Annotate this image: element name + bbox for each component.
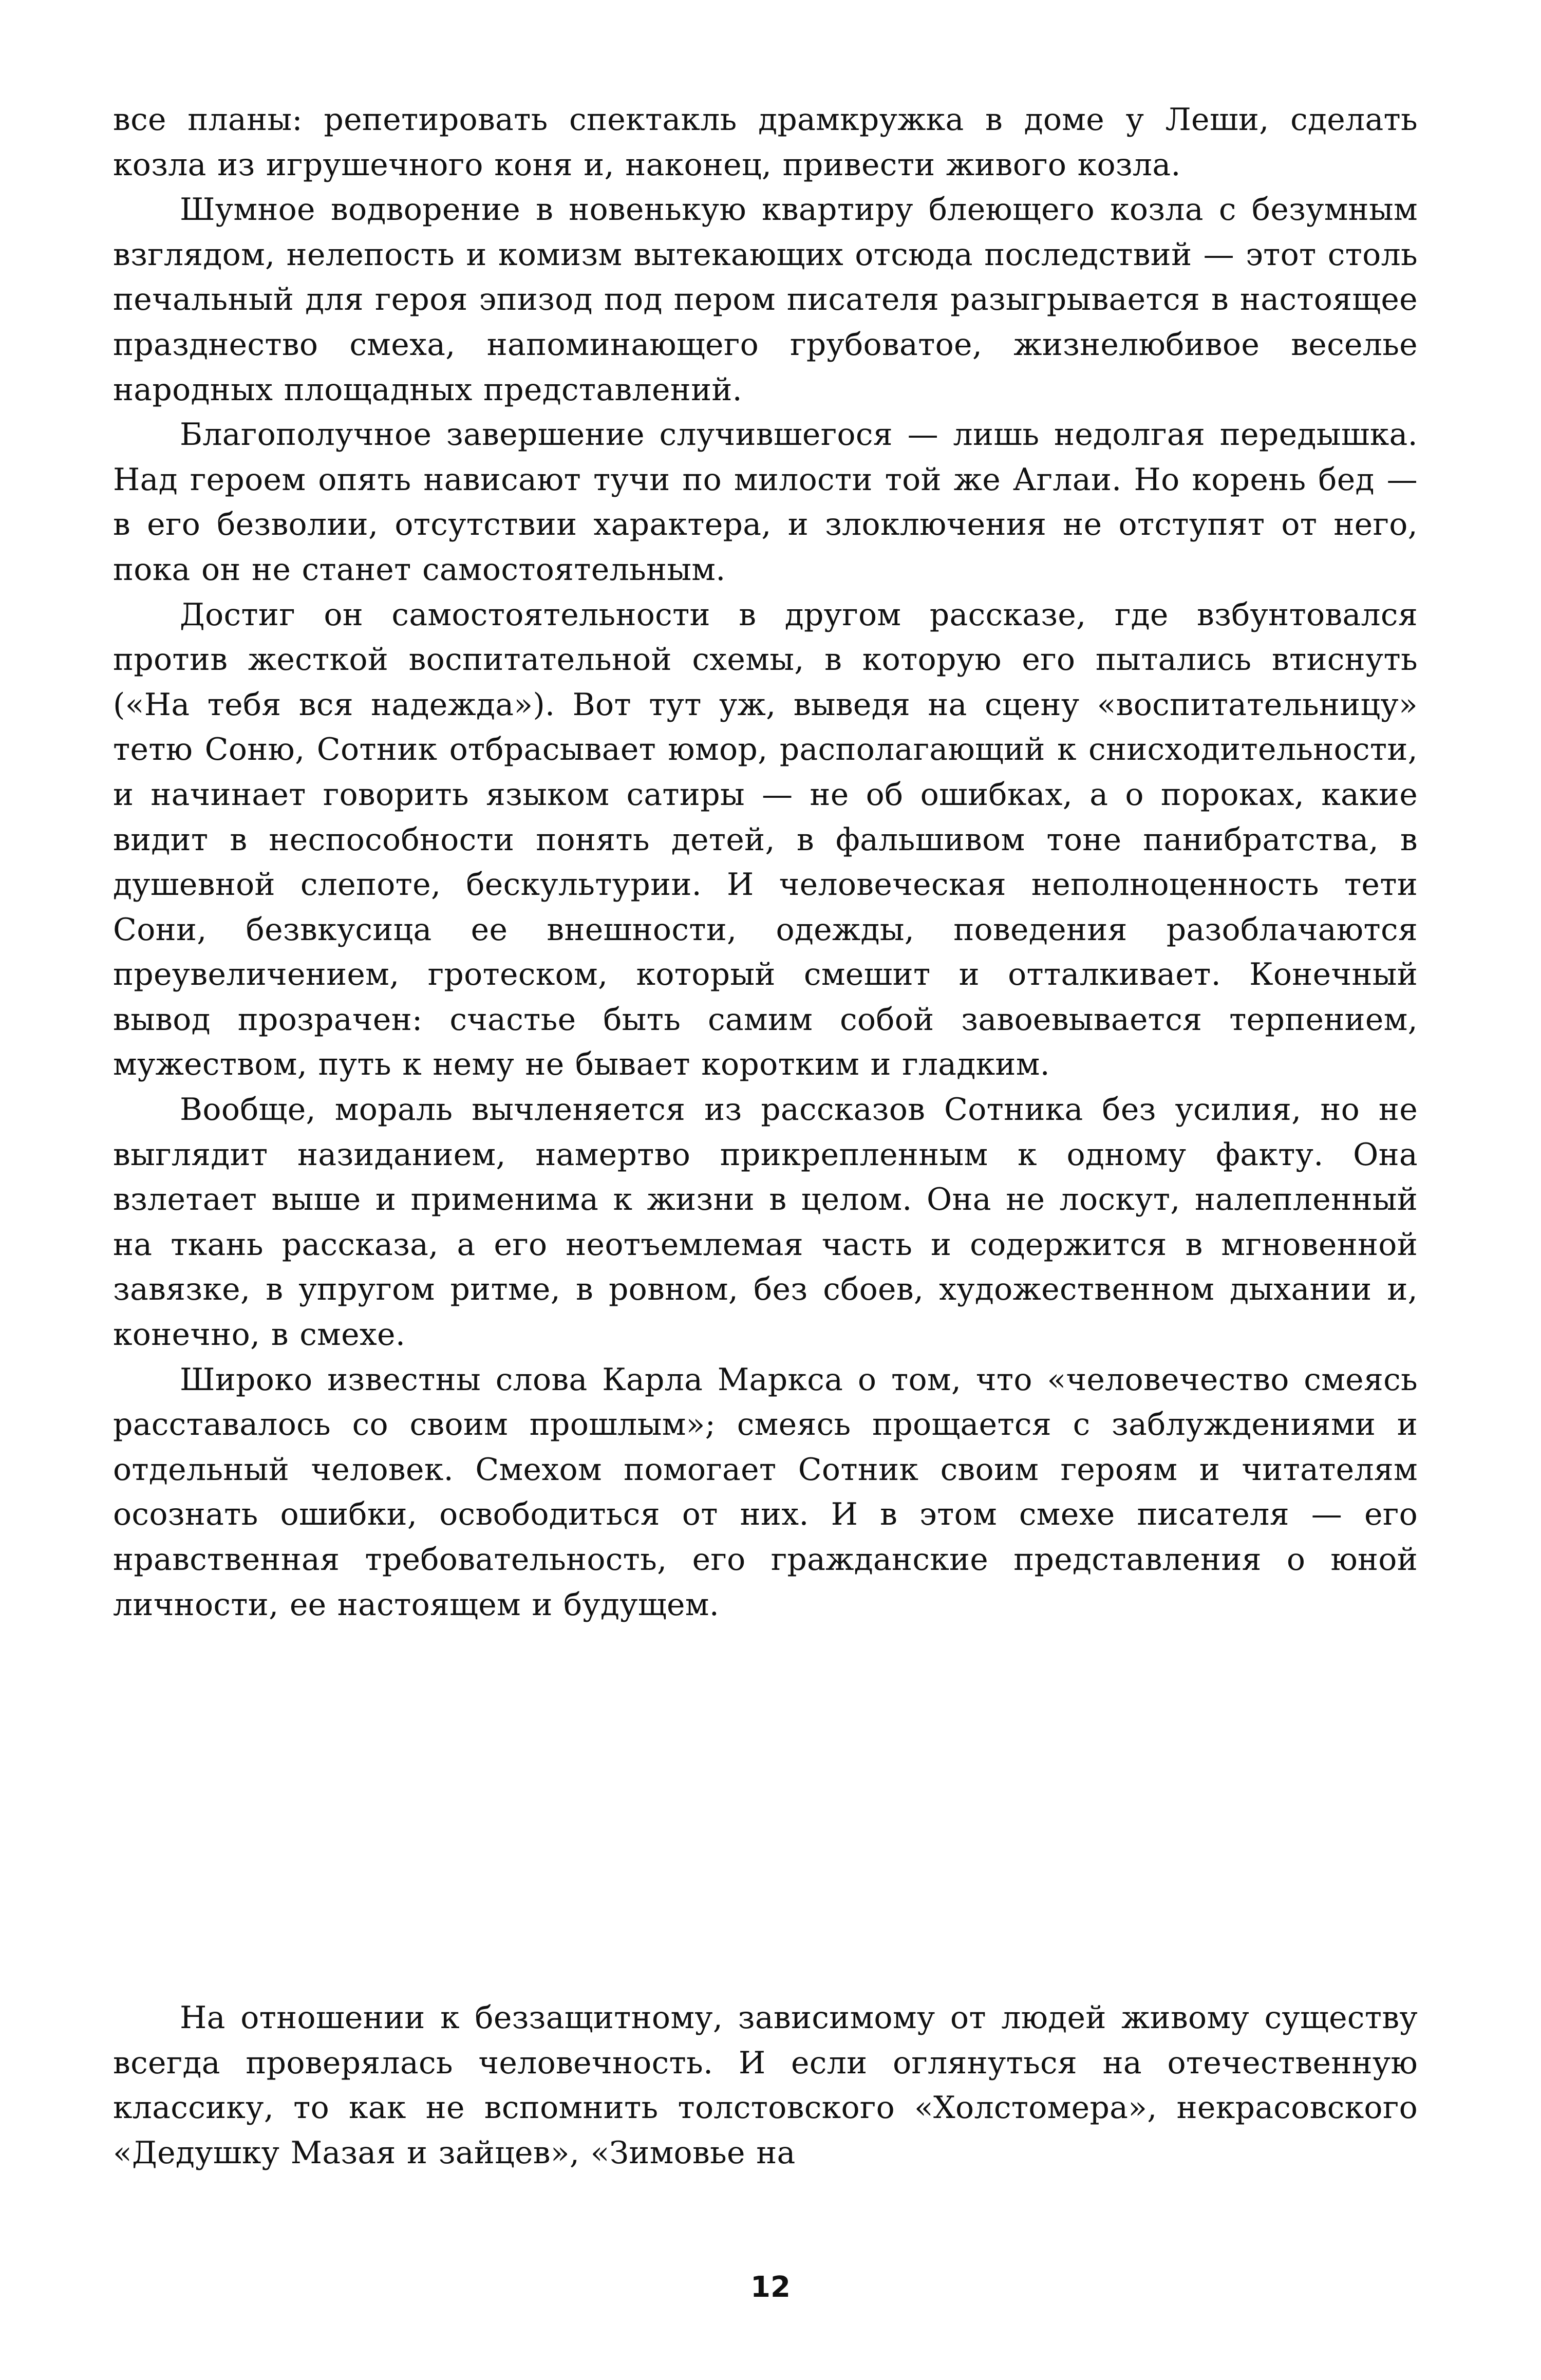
paragraph-respite: Благополучное завершение случившегося — лишь недолгая передышка. Над героем опять нависают тучи по милости той же Аглаи. Но корень бед — в его безволии, отсутствии характера, и злоключения не отступят от него, пока он не станет самостоятельным. (113, 417, 1418, 588)
paragraph-continuation: все планы: репетировать спектакль драмкружка в доме у Леши, сделать козла из игрушечного коня и, наконец, привести живого козла. (113, 102, 1418, 183)
paragraph-goat: Шумное водворение в новенькую квартиру блеющего козла с безумным взглядом, нелепость и комизм вытекающих отсюда последствий — этот столь печальный для героя эпизод под пером писателя разыгрывается в настоящее празднество смеха, напоминающего грубоватое, жизнелюбивое веселье народных площадных представлений. (113, 192, 1418, 408)
paragraph-moral: Вообще, мораль вычленяется из рассказов Сотника без усилия, но не выглядит назиданием, намертво прикрепленным к одному факту. Она взлетает выше и применима к жизни в целом. Она не лоскут, налепленный на ткань рассказа, а его неотъемлемая часть и содержится в мгновенной завязке, в упругом ритме, в ровном, без сбоев, художественном дыхании и, конечно, в смехе. (113, 1092, 1418, 1353)
page-number: 12 (750, 2271, 791, 2304)
section-two-block (113, 1996, 1418, 2176)
main-text-block (113, 98, 1418, 1627)
paragraph-humanity: На отношении к беззащитному, зависимому от людей живому существу всегда проверялась человечность. И если оглянуться на отечественную классику, то как не вспомнить толстовского «Холстомера», некрасовского «Дедушку Мазая и зайцев», «Зимовье на (113, 2000, 1418, 2171)
paragraph-independence: Достиг он самостоятельности в другом рассказе, где взбунтовался против жесткой воспитательной схемы, в которую его пытались втиснуть («На тебя вся надежда»). Вот тут уж, выведя на сцену «воспитательницу» тетю Соню, Сотник отбрасывает юмор, располагающий к снисходительности, и начинает говорить языком сатиры — не об ошибках, а о пороках, какие видит в неспособности понять детей, в фальшивом тоне панибратства, в душевной слепоте, бескультурии. И человеческая неполноценность тети Сони, безвкусица ее внешности, одежды, поведения разоблачаются преувеличением, гротеском, который смешит и отталкивает. Конечный вывод прозрачен: счастье быть самим собой завоевывается терпением, мужеством, путь к нему не бывает коротким и гладким. (113, 596, 1418, 1083)
paragraph-marx-quote: Широко известны слова Карла Маркса о том, что «человечество смеясь расставалось со своим прошлым»; смеясь прощается с заблуждениями и отдельный человек. Смехом помогает Сотник своим героям и читателям осознать ошибки, освободиться от них. И в этом смехе писателя — его нравственная требовательность, его гражданские представления о юной личности, ее настоящем и будущем. (113, 1361, 1418, 1623)
